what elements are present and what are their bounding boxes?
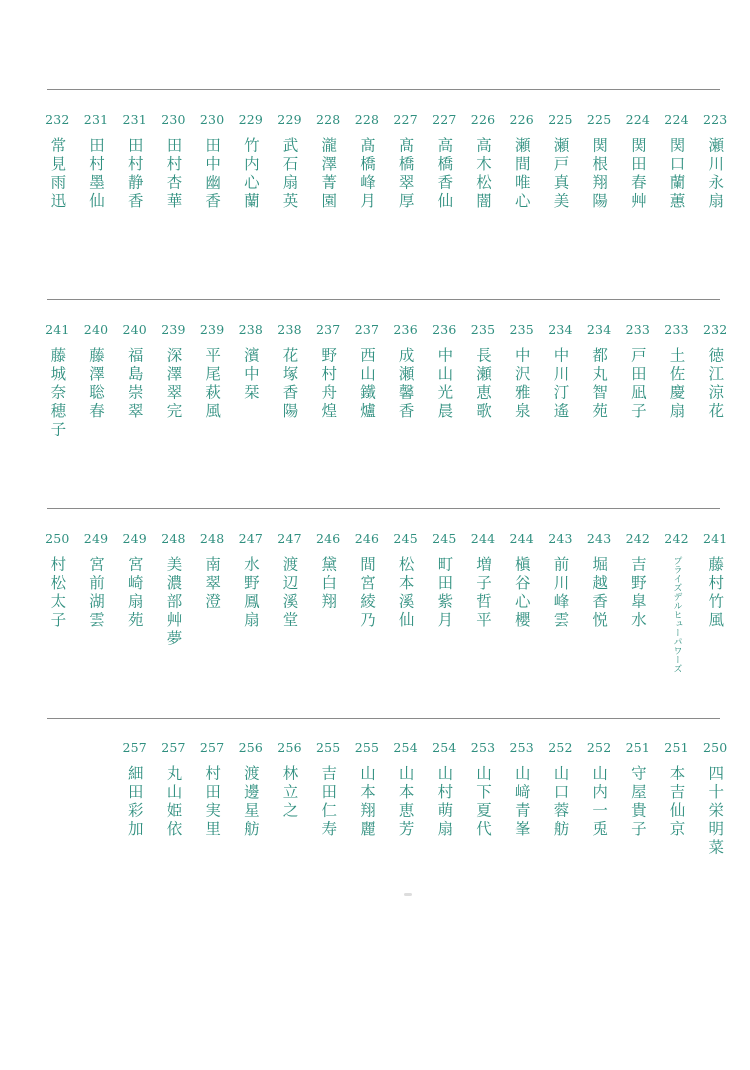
name-entry <box>115 112 154 211</box>
person-name: 田村杏華 <box>164 137 183 211</box>
person-name: 間宮綾乃 <box>357 556 376 630</box>
name-entry <box>502 740 541 839</box>
name-entry <box>77 322 116 421</box>
page-number: 239 <box>199 322 225 337</box>
page-number: 249 <box>122 531 147 546</box>
person-name: 徳江涼花 <box>706 347 725 421</box>
page-number: 232 <box>703 322 728 337</box>
person-name: 土佐慶扇 <box>667 347 686 421</box>
page-edge-mark <box>404 893 412 896</box>
page-number: 251 <box>664 740 689 755</box>
name-row <box>38 740 734 1070</box>
person-name: 黛白翔 <box>319 556 338 612</box>
person-name: 山内一兎 <box>590 765 609 839</box>
person-name: 高橋香仙 <box>435 137 454 211</box>
name-entry <box>77 531 116 630</box>
name-entry <box>154 740 193 839</box>
page-number: 225 <box>586 112 612 127</box>
name-entry <box>541 322 580 421</box>
person-name: 美濃部艸夢 <box>164 556 183 649</box>
name-entry <box>309 740 348 839</box>
page-number: 238 <box>238 322 264 337</box>
page-number: 257 <box>161 740 186 755</box>
page-number: 229 <box>277 112 302 127</box>
page-number: 249 <box>83 531 109 546</box>
page-number: 224 <box>664 112 689 127</box>
name-entry <box>348 112 387 211</box>
page-number: 240 <box>122 322 147 337</box>
name-entry <box>696 322 735 421</box>
name-entry <box>619 112 658 211</box>
person-name: 宮崎扇苑 <box>125 556 144 630</box>
name-entry <box>309 112 348 211</box>
person-name: 武石扇英 <box>280 137 299 211</box>
name-entry <box>270 322 309 421</box>
page-number: 247 <box>277 531 302 546</box>
name-entry <box>232 112 271 211</box>
person-name: 山下夏代 <box>474 765 493 839</box>
person-name: プライズデルヒューパワーズ <box>671 556 682 673</box>
page-number: 254 <box>393 740 418 755</box>
name-entry <box>115 531 154 630</box>
person-name: 髙橋翠厚 <box>396 137 415 211</box>
page-number: 242 <box>664 531 689 546</box>
page-number: 227 <box>432 112 457 127</box>
page-number: 223 <box>703 112 728 127</box>
page-number: 242 <box>625 531 651 546</box>
name-entry <box>270 112 309 211</box>
name-entry <box>657 112 696 211</box>
page-number: 235 <box>509 322 534 337</box>
name-entry <box>502 531 541 630</box>
page-number: 253 <box>509 740 534 755</box>
person-name: 渡邊星舫 <box>241 765 260 839</box>
person-name: 成瀬馨香 <box>396 347 415 421</box>
person-name: 宮前湖雲 <box>87 556 106 630</box>
page-number: 250 <box>45 531 70 546</box>
page-number: 234 <box>548 322 573 337</box>
section-divider <box>47 718 720 719</box>
person-name: 竹内心蘭 <box>241 137 260 211</box>
name-entry <box>580 531 619 630</box>
person-name: 平尾萩風 <box>203 347 222 421</box>
name-entry <box>464 322 503 421</box>
person-name: 関口蘭蕙 <box>667 137 686 211</box>
page-number: 239 <box>161 322 186 337</box>
person-name: 福島崇翠 <box>125 347 144 421</box>
name-entry <box>541 112 580 211</box>
name-entry <box>464 112 503 211</box>
person-name: 本吉仙京 <box>667 765 686 839</box>
name-entry <box>425 322 464 421</box>
page-number: 252 <box>548 740 573 755</box>
page-number: 244 <box>509 531 534 546</box>
page-number: 240 <box>83 322 109 337</box>
person-name: 水野鳳扇 <box>241 556 260 630</box>
page-number: 228 <box>316 112 341 127</box>
name-entry <box>425 531 464 630</box>
person-name: 増子哲平 <box>474 556 493 630</box>
name-entry <box>193 112 232 211</box>
page-number: 251 <box>625 740 651 755</box>
name-entry <box>502 322 541 421</box>
name-entry <box>619 322 658 421</box>
person-name: 戸田凪子 <box>628 347 647 421</box>
name-entry <box>580 112 619 211</box>
page-number: 253 <box>470 740 496 755</box>
name-entry <box>38 112 77 211</box>
name-entry <box>386 531 425 630</box>
name-entry <box>115 322 154 421</box>
person-name: 堀越香悦 <box>590 556 609 630</box>
page-number: 255 <box>354 740 380 755</box>
person-name: 瀧澤菁園 <box>319 137 338 211</box>
person-name: 山口蓉舫 <box>551 765 570 839</box>
person-name: 松本溪仙 <box>396 556 415 630</box>
person-name: 瀬川永扇 <box>706 137 725 211</box>
person-name: 林立之 <box>280 765 299 821</box>
name-entry <box>464 740 503 839</box>
page-number: 256 <box>277 740 302 755</box>
page-number: 224 <box>625 112 651 127</box>
person-name: 槇谷心櫻 <box>512 556 531 630</box>
person-name: 藤村竹風 <box>706 556 725 630</box>
person-name: 関田春艸 <box>628 137 647 211</box>
name-entry <box>348 531 387 630</box>
person-name: 町田紫月 <box>435 556 454 630</box>
person-name: 四十栄明菜 <box>706 765 725 858</box>
person-name: 渡辺溪堂 <box>280 556 299 630</box>
name-entry <box>502 112 541 211</box>
page-number: 241 <box>703 531 728 546</box>
name-entry <box>193 740 232 839</box>
name-entry <box>38 531 77 630</box>
name-entry <box>154 322 193 421</box>
name-entry <box>541 531 580 630</box>
name-entry <box>657 322 696 421</box>
page-number: 255 <box>316 740 341 755</box>
page-number: 252 <box>586 740 612 755</box>
person-name: 瀬戸真美 <box>551 137 570 211</box>
person-name: 村松太子 <box>48 556 67 630</box>
person-name: 深澤翠完 <box>164 347 183 421</box>
page-number: 231 <box>83 112 109 127</box>
name-entry <box>580 322 619 421</box>
page-number: 248 <box>199 531 225 546</box>
page-number: 234 <box>586 322 612 337</box>
name-entry <box>115 740 154 839</box>
name-entry <box>696 740 735 858</box>
person-name: 濱中栞 <box>241 347 260 403</box>
name-entry <box>386 740 425 839</box>
page-number: 257 <box>199 740 225 755</box>
page-number: 241 <box>45 322 70 337</box>
person-name: 山本翔麗 <box>357 765 376 839</box>
name-entry <box>657 740 696 839</box>
person-name: 細田彩加 <box>125 765 144 839</box>
name-entry <box>77 112 116 211</box>
person-name: 花塚香陽 <box>280 347 299 421</box>
page-number: 246 <box>354 531 380 546</box>
page-number: 247 <box>238 531 264 546</box>
person-name: 常見雨迅 <box>48 137 67 211</box>
name-entry <box>193 322 232 421</box>
name-entry <box>580 740 619 839</box>
person-name: 中川汀遙 <box>551 347 570 421</box>
page-number: 238 <box>277 322 302 337</box>
page-number: 235 <box>470 322 496 337</box>
name-entry <box>309 322 348 421</box>
person-name: 瀬間唯心 <box>512 137 531 211</box>
page-number: 254 <box>432 740 457 755</box>
person-name: 守屋貴子 <box>628 765 647 839</box>
person-name: 田中幽香 <box>203 137 222 211</box>
page-number: 244 <box>470 531 496 546</box>
person-name: 田村墨仙 <box>87 137 106 211</box>
person-name: 中沢雅泉 <box>512 347 531 421</box>
page-number: 237 <box>354 322 380 337</box>
page-number: 243 <box>548 531 573 546</box>
person-name: 藤澤聡春 <box>87 347 106 421</box>
page-number: 231 <box>122 112 147 127</box>
name-entry <box>38 322 77 440</box>
name-entry <box>154 112 193 211</box>
page-number: 230 <box>199 112 225 127</box>
section-divider <box>47 299 720 300</box>
page-number: 250 <box>703 740 728 755</box>
page-number: 256 <box>238 740 264 755</box>
person-name: 長瀬恵歌 <box>474 347 493 421</box>
name-entry <box>193 531 232 612</box>
page-number: 228 <box>354 112 380 127</box>
page-number: 245 <box>432 531 457 546</box>
page-number: 257 <box>122 740 147 755</box>
name-entry <box>348 740 387 839</box>
name-entry <box>270 531 309 630</box>
person-name: 山本恵芳 <box>396 765 415 839</box>
person-name: 前川峰雲 <box>551 556 570 630</box>
person-name: 吉野皐水 <box>628 556 647 630</box>
page-number: 233 <box>625 322 651 337</box>
person-name: 丸山姫依 <box>164 765 183 839</box>
name-entry <box>386 322 425 421</box>
page-number: 225 <box>548 112 573 127</box>
page-number: 246 <box>316 531 341 546</box>
name-entry <box>348 322 387 421</box>
name-entry <box>619 531 658 630</box>
person-name: 中山光晨 <box>435 347 454 421</box>
page-number: 232 <box>45 112 70 127</box>
person-name: 南翠澄 <box>203 556 222 612</box>
name-entry <box>232 531 271 630</box>
page-number: 245 <box>393 531 418 546</box>
page-number: 229 <box>238 112 264 127</box>
name-entry <box>657 531 696 673</box>
person-name: 山﨑青峯 <box>512 765 531 839</box>
person-name: 藤城奈穂子 <box>48 347 67 440</box>
person-name: 高木松闇 <box>474 137 493 211</box>
person-name: 田村静香 <box>125 137 144 211</box>
page-number: 236 <box>432 322 457 337</box>
page-number: 227 <box>393 112 418 127</box>
name-entry <box>270 740 309 821</box>
section-divider <box>47 89 720 90</box>
person-name: 野村舟煌 <box>319 347 338 421</box>
person-name: 吉田仁寿 <box>319 765 338 839</box>
name-entry <box>386 112 425 211</box>
person-name: 都丸智苑 <box>590 347 609 421</box>
name-entry <box>425 112 464 211</box>
name-entry <box>696 531 735 630</box>
page-number: 237 <box>316 322 341 337</box>
person-name: 髙橋峰月 <box>357 137 376 211</box>
page-number: 226 <box>470 112 496 127</box>
name-entry <box>464 531 503 630</box>
name-entry <box>696 112 735 211</box>
name-entry <box>619 740 658 839</box>
section-divider <box>47 508 720 509</box>
name-entry <box>541 740 580 839</box>
person-name: 山村萌扇 <box>435 765 454 839</box>
page-number: 230 <box>161 112 186 127</box>
page-number: 226 <box>509 112 534 127</box>
page-number: 236 <box>393 322 418 337</box>
person-name: 村田実里 <box>203 765 222 839</box>
name-entry <box>309 531 348 612</box>
name-entry <box>154 531 193 649</box>
name-entry <box>232 322 271 403</box>
page-number: 233 <box>664 322 689 337</box>
person-name: 西山鐵爐 <box>357 347 376 421</box>
name-entry <box>232 740 271 839</box>
name-entry <box>425 740 464 839</box>
person-name: 関根翔陽 <box>590 137 609 211</box>
page-number: 248 <box>161 531 186 546</box>
page-number: 243 <box>586 531 612 546</box>
